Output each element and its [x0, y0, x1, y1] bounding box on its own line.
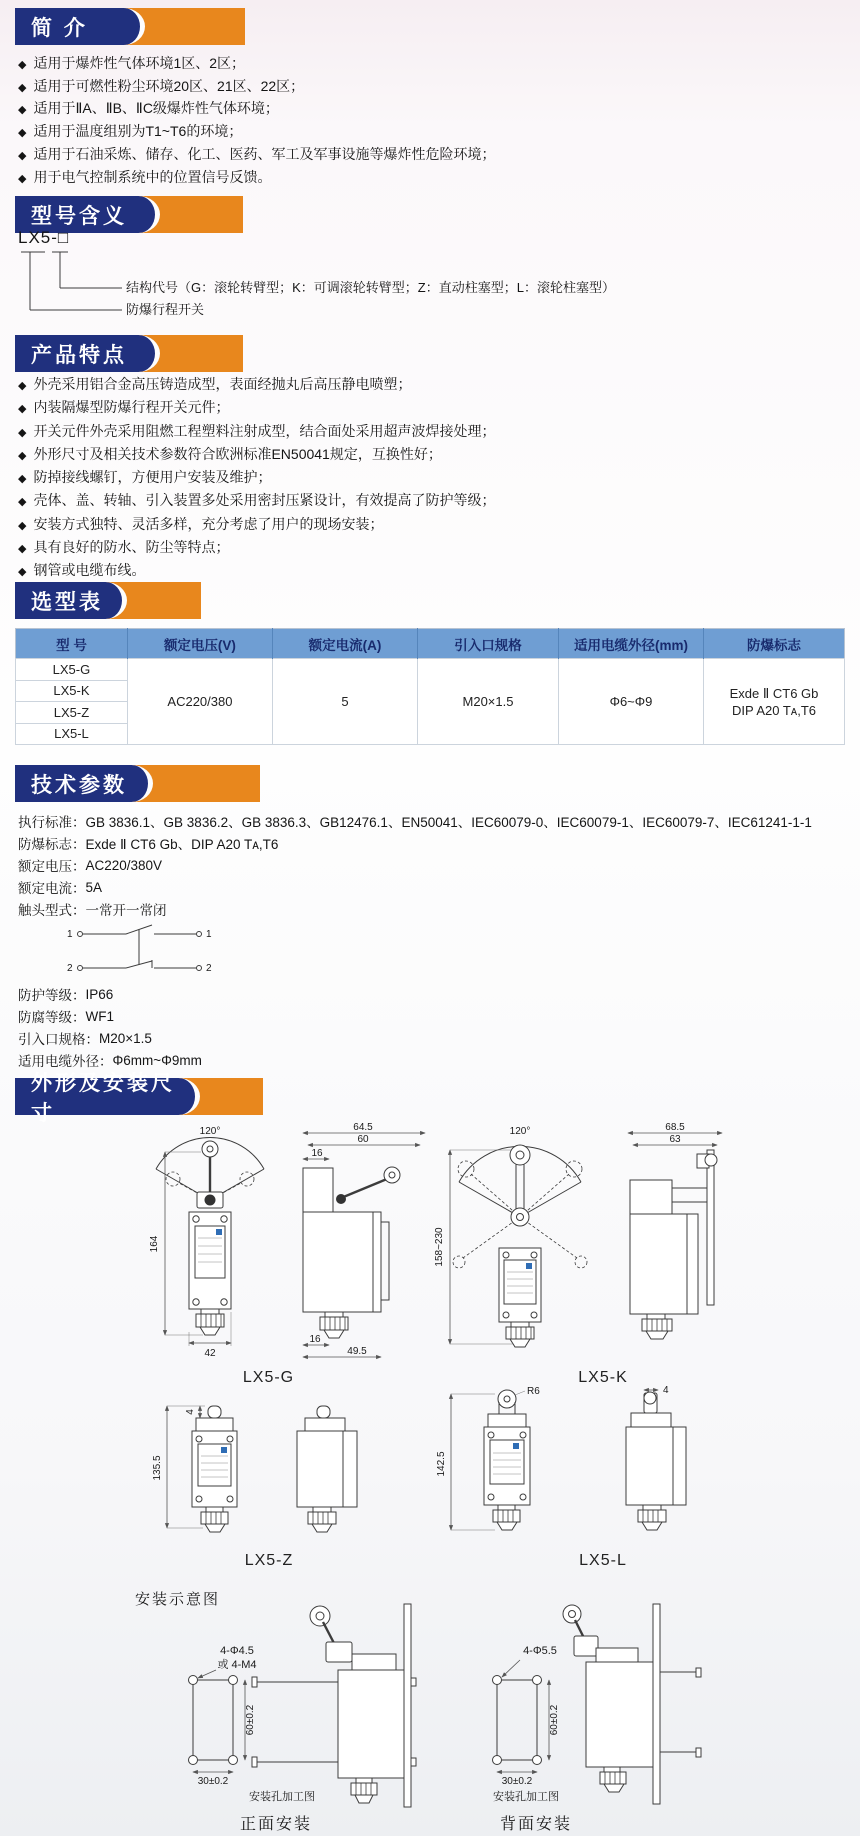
entry-cell: M20×1.5: [418, 659, 559, 745]
ex-mark-cell: [704, 659, 845, 745]
hole-machining-note: 安装孔加工图: [249, 1791, 315, 1803]
col-header-ex-mark: 防爆标志: [704, 629, 845, 659]
bullet-text: 防掉接线螺钉，方便用户安装及维护；: [33, 469, 272, 486]
diamond-bullet-icon: ◆: [18, 473, 27, 486]
bullet-item: [18, 560, 495, 583]
diamond-bullet-icon: ◆: [18, 496, 27, 509]
diamond-bullet-icon: ◆: [18, 566, 27, 579]
tech-param-value: GB 3836.1、GB 3836.2、GB 3836.3、GB12476.1、EN50041、IEC60079-0、IEC60079-1、IEC60079-7、IEC61241-1-1: [85, 815, 812, 830]
section-header-features: [15, 335, 255, 372]
bullet-text: 壳体、盖、转轴、引入装置多处采用密封压紧设计，有效提高了防护等级；: [33, 492, 496, 509]
lx5l-drawing: [425, 1384, 715, 1548]
diamond-bullet-icon: ◆: [18, 543, 27, 556]
dim-16-bottom: 16: [309, 1334, 321, 1345]
diamond-bullet-icon: ◆: [18, 59, 27, 71]
holes-note-line2: 或 4-M4: [217, 1659, 257, 1671]
lx5k-drawing: [425, 1122, 725, 1362]
bullet-item: [18, 444, 495, 467]
features-bullet-list: [18, 374, 495, 584]
diamond-bullet-icon: ◆: [18, 426, 27, 439]
dim-4: 4: [185, 1409, 196, 1415]
bullet-item: [18, 121, 495, 144]
dim-top2: 60: [357, 1134, 369, 1145]
front-mount-drawing: [140, 1602, 455, 1810]
terminal-label: 2: [67, 963, 73, 974]
bullet-text: 适用于温度组别为T1~T6的环境；: [33, 123, 243, 140]
col-header-entry: 引入口规格: [418, 629, 559, 659]
ex-mark-line1: Exde Ⅱ CT6 Gb: [729, 685, 819, 701]
figure-label: LX5-G: [242, 1369, 295, 1386]
tech-param-value: AC220/380V: [85, 857, 163, 873]
section-title-selection: 选型表: [31, 590, 103, 614]
bullet-text: 用于电气控制系统中的位置信号反馈。: [33, 168, 272, 185]
bullet-text: 钢管或电缆布线。: [33, 562, 146, 579]
bullet-item: [18, 467, 495, 490]
section-title-tech: 技术参数: [31, 773, 127, 797]
bullet-text: 开关元件外壳采用阻燃工程塑料注射成型，结合面处采用超声波焊接处理；: [33, 422, 496, 439]
header-navy-bar: [15, 765, 153, 802]
section-header-intro: [15, 8, 255, 45]
dim-16-top: 16: [311, 1148, 323, 1159]
figure-lx5l: [425, 1384, 715, 1570]
header-navy-bar: [15, 582, 127, 619]
dim-4: 4: [663, 1385, 669, 1396]
figure-lx5k: [425, 1122, 725, 1387]
bullet-item: [18, 537, 495, 560]
tech-param-line: [18, 876, 848, 898]
model-branch-product-name: 防爆行程开关: [126, 302, 205, 317]
contact-diagram-svg: [64, 922, 244, 976]
tech-param-label: 执行标准：: [18, 815, 86, 830]
bullet-text: 适用于石油采炼、储存、化工、医药、军工及军事设施等爆炸性危险环境；: [33, 145, 496, 162]
table-row: [16, 659, 845, 681]
model-cell: LX5-G: [16, 659, 128, 681]
voltage-cell: AC220/380: [127, 659, 272, 745]
dim-vertical: 60±0.2: [245, 1704, 256, 1736]
current-cell: 5: [272, 659, 417, 745]
section-header-tech: [15, 765, 265, 802]
table-header-row: [16, 629, 845, 659]
model-branch-structure-code: 结构代号（G：滚轮转臂型；K：可调滚轮转臂型；Z：直动柱塞型；L：滚轮柱塞型）: [126, 280, 615, 295]
tech-param-line: [18, 1027, 848, 1049]
tech-param-label: 额定电流：: [18, 881, 86, 896]
diamond-bullet-icon: ◆: [18, 149, 27, 162]
figure-lx5z: [145, 1398, 425, 1570]
dim-horizontal: 30±0.2: [197, 1776, 229, 1787]
tech-param-line: [18, 854, 848, 876]
dim-top2: 63: [669, 1134, 681, 1145]
tech-param-line: [18, 810, 848, 832]
terminal-label: 1: [206, 929, 212, 940]
bullet-item: [18, 374, 495, 397]
col-header-voltage: 额定电压(V): [127, 629, 272, 659]
tech-param-value: IP66: [85, 986, 114, 1002]
dim-top1: 68.5: [665, 1122, 685, 1133]
section-header-selection: [15, 582, 215, 619]
diamond-bullet-icon: ◆: [18, 81, 27, 94]
holes-note-line1: 4-Φ5.5: [523, 1645, 557, 1657]
figure-front-mount: [140, 1602, 455, 1834]
model-tree-lines: [18, 250, 138, 316]
diamond-bullet-icon: ◆: [18, 172, 27, 185]
dim-angle: 120°: [199, 1126, 221, 1137]
dim-vertical: 60±0.2: [549, 1704, 560, 1736]
col-header-cable-od: 适用电缆外径(mm): [558, 629, 703, 659]
lx5g-drawing: [135, 1122, 430, 1362]
section-header-dimensions: [15, 1071, 275, 1125]
header-navy-bar: [15, 1071, 200, 1125]
model-cell: LX5-L: [16, 723, 128, 745]
terminal-label: 1: [67, 929, 73, 940]
bullet-text: 内装隔爆型防爆行程开关元件；: [33, 399, 230, 416]
dim-r6: R6: [527, 1386, 540, 1397]
tech-param-label: 引入口规格：: [18, 1032, 99, 1047]
diamond-bullet-icon: ◆: [18, 127, 27, 140]
tech-param-value: Exde Ⅱ CT6 Gb、DIP A20 Tᴀ,T6: [85, 837, 279, 852]
tech-param-value: M20×1.5: [99, 1030, 152, 1046]
figure-lx5g: [135, 1122, 430, 1387]
tech-param-line: [18, 832, 848, 854]
intro-bullet-list: [18, 53, 495, 189]
figure-caption: 正面安装: [240, 1816, 313, 1833]
tech-param-value: WF1: [85, 1008, 114, 1024]
figure-back-mount: [428, 1602, 743, 1834]
section-title-features: 产品特点: [31, 343, 127, 367]
selection-table: [15, 628, 845, 745]
bullet-item: [18, 144, 495, 167]
bullet-text: 适用于可燃性粉尘环境20区、21区、22区；: [33, 77, 305, 94]
bullet-text: 安装方式独特、灵活多样，充分考虑了用户的现场安装；: [33, 515, 384, 532]
bullet-item: [18, 514, 495, 537]
dim-height: 164: [149, 1235, 160, 1253]
back-mount-drawing: [428, 1602, 743, 1810]
bullet-item: [18, 421, 495, 444]
bullet-item: [18, 167, 495, 190]
figure-label: LX5-L: [579, 1552, 627, 1569]
tech-param-label: 防爆标志：: [18, 837, 86, 852]
section-title-dimensions: 外形及安装尺寸: [31, 1071, 175, 1125]
dim-height: 135.5: [152, 1455, 163, 1481]
tech-param-label: 适用电缆外径：: [18, 1054, 113, 1069]
bullet-text: 适用于爆炸性气体环境1区、2区；: [33, 55, 246, 71]
bullet-item: [18, 490, 495, 513]
dim-height: 142.5: [436, 1451, 447, 1477]
bullet-item: [18, 397, 495, 420]
ex-mark-line2: DIP A20 Tᴀ,T6: [732, 702, 817, 718]
tech-param-label: 防护等级：: [18, 988, 86, 1003]
dim-angle: 120°: [509, 1126, 531, 1137]
tech-param-value: 5A: [85, 879, 103, 895]
diamond-bullet-icon: ◆: [18, 104, 27, 117]
lx5z-drawing: [145, 1398, 425, 1548]
dim-horizontal: 30±0.2: [501, 1776, 533, 1787]
model-cell: LX5-Z: [16, 702, 128, 724]
holes-note-line1: 4-Φ4.5: [220, 1645, 254, 1657]
header-navy-bar: [15, 8, 145, 45]
tech-params: [18, 810, 848, 1071]
bullet-text: 外壳采用铝合金高压铸造成型，表面经抛丸后高压静电喷塑；: [33, 376, 412, 392]
figure-label: LX5-Z: [244, 1552, 294, 1569]
section-title-intro: 简 介: [31, 16, 88, 40]
tech-param-label: 额定电压：: [18, 859, 86, 874]
tech-param-line: [18, 898, 848, 920]
diamond-bullet-icon: ◆: [18, 380, 27, 392]
dim-width: 42: [204, 1348, 216, 1359]
diamond-bullet-icon: ◆: [18, 519, 27, 532]
diamond-bullet-icon: ◆: [18, 449, 27, 462]
diamond-bullet-icon: ◆: [18, 403, 27, 416]
bullet-item: [18, 53, 495, 76]
model-code: LX5-□: [18, 228, 70, 247]
col-header-current: 额定电流(A): [272, 629, 417, 659]
tech-param-line: [18, 983, 848, 1005]
bullet-item: [18, 98, 495, 121]
dim-top1: 64.5: [353, 1122, 373, 1133]
header-navy-bar: [15, 335, 160, 372]
bullet-item: [18, 76, 495, 99]
bullet-text: 具有良好的防水、防尘等特点；: [33, 539, 230, 556]
model-cell: LX5-K: [16, 680, 128, 702]
dim-height: 158~230: [434, 1227, 445, 1267]
col-header-model: 型 号: [16, 629, 128, 659]
terminal-label: 2: [206, 963, 212, 974]
tech-param-value: Φ6mm~Φ9mm: [112, 1052, 202, 1068]
figure-label: LX5-K: [578, 1369, 628, 1386]
dim-49-5: 49.5: [347, 1346, 367, 1357]
bullet-text: 适用于ⅡA、ⅡB、ⅡC级爆炸性气体环境；: [33, 100, 279, 117]
cable-od-cell: Φ6~Φ9: [558, 659, 703, 745]
tech-param-label: 防腐等级：: [18, 1010, 86, 1025]
mount-diagram-title: 安装示意图: [135, 1591, 221, 1608]
figure-caption: 背面安装: [500, 1816, 573, 1833]
contact-form-diagram: [64, 922, 848, 981]
tech-param-value: 一常开一常闭: [85, 903, 167, 918]
bullet-text: 外形尺寸及相关技术参数符合欧洲标准EN50041规定，互换性好；: [33, 445, 442, 462]
hole-machining-note: 安装孔加工图: [493, 1791, 559, 1803]
tech-param-label: 触头型式：: [18, 903, 86, 918]
tech-param-line: [18, 1005, 848, 1027]
section-title-model: 型号含义: [31, 204, 127, 228]
